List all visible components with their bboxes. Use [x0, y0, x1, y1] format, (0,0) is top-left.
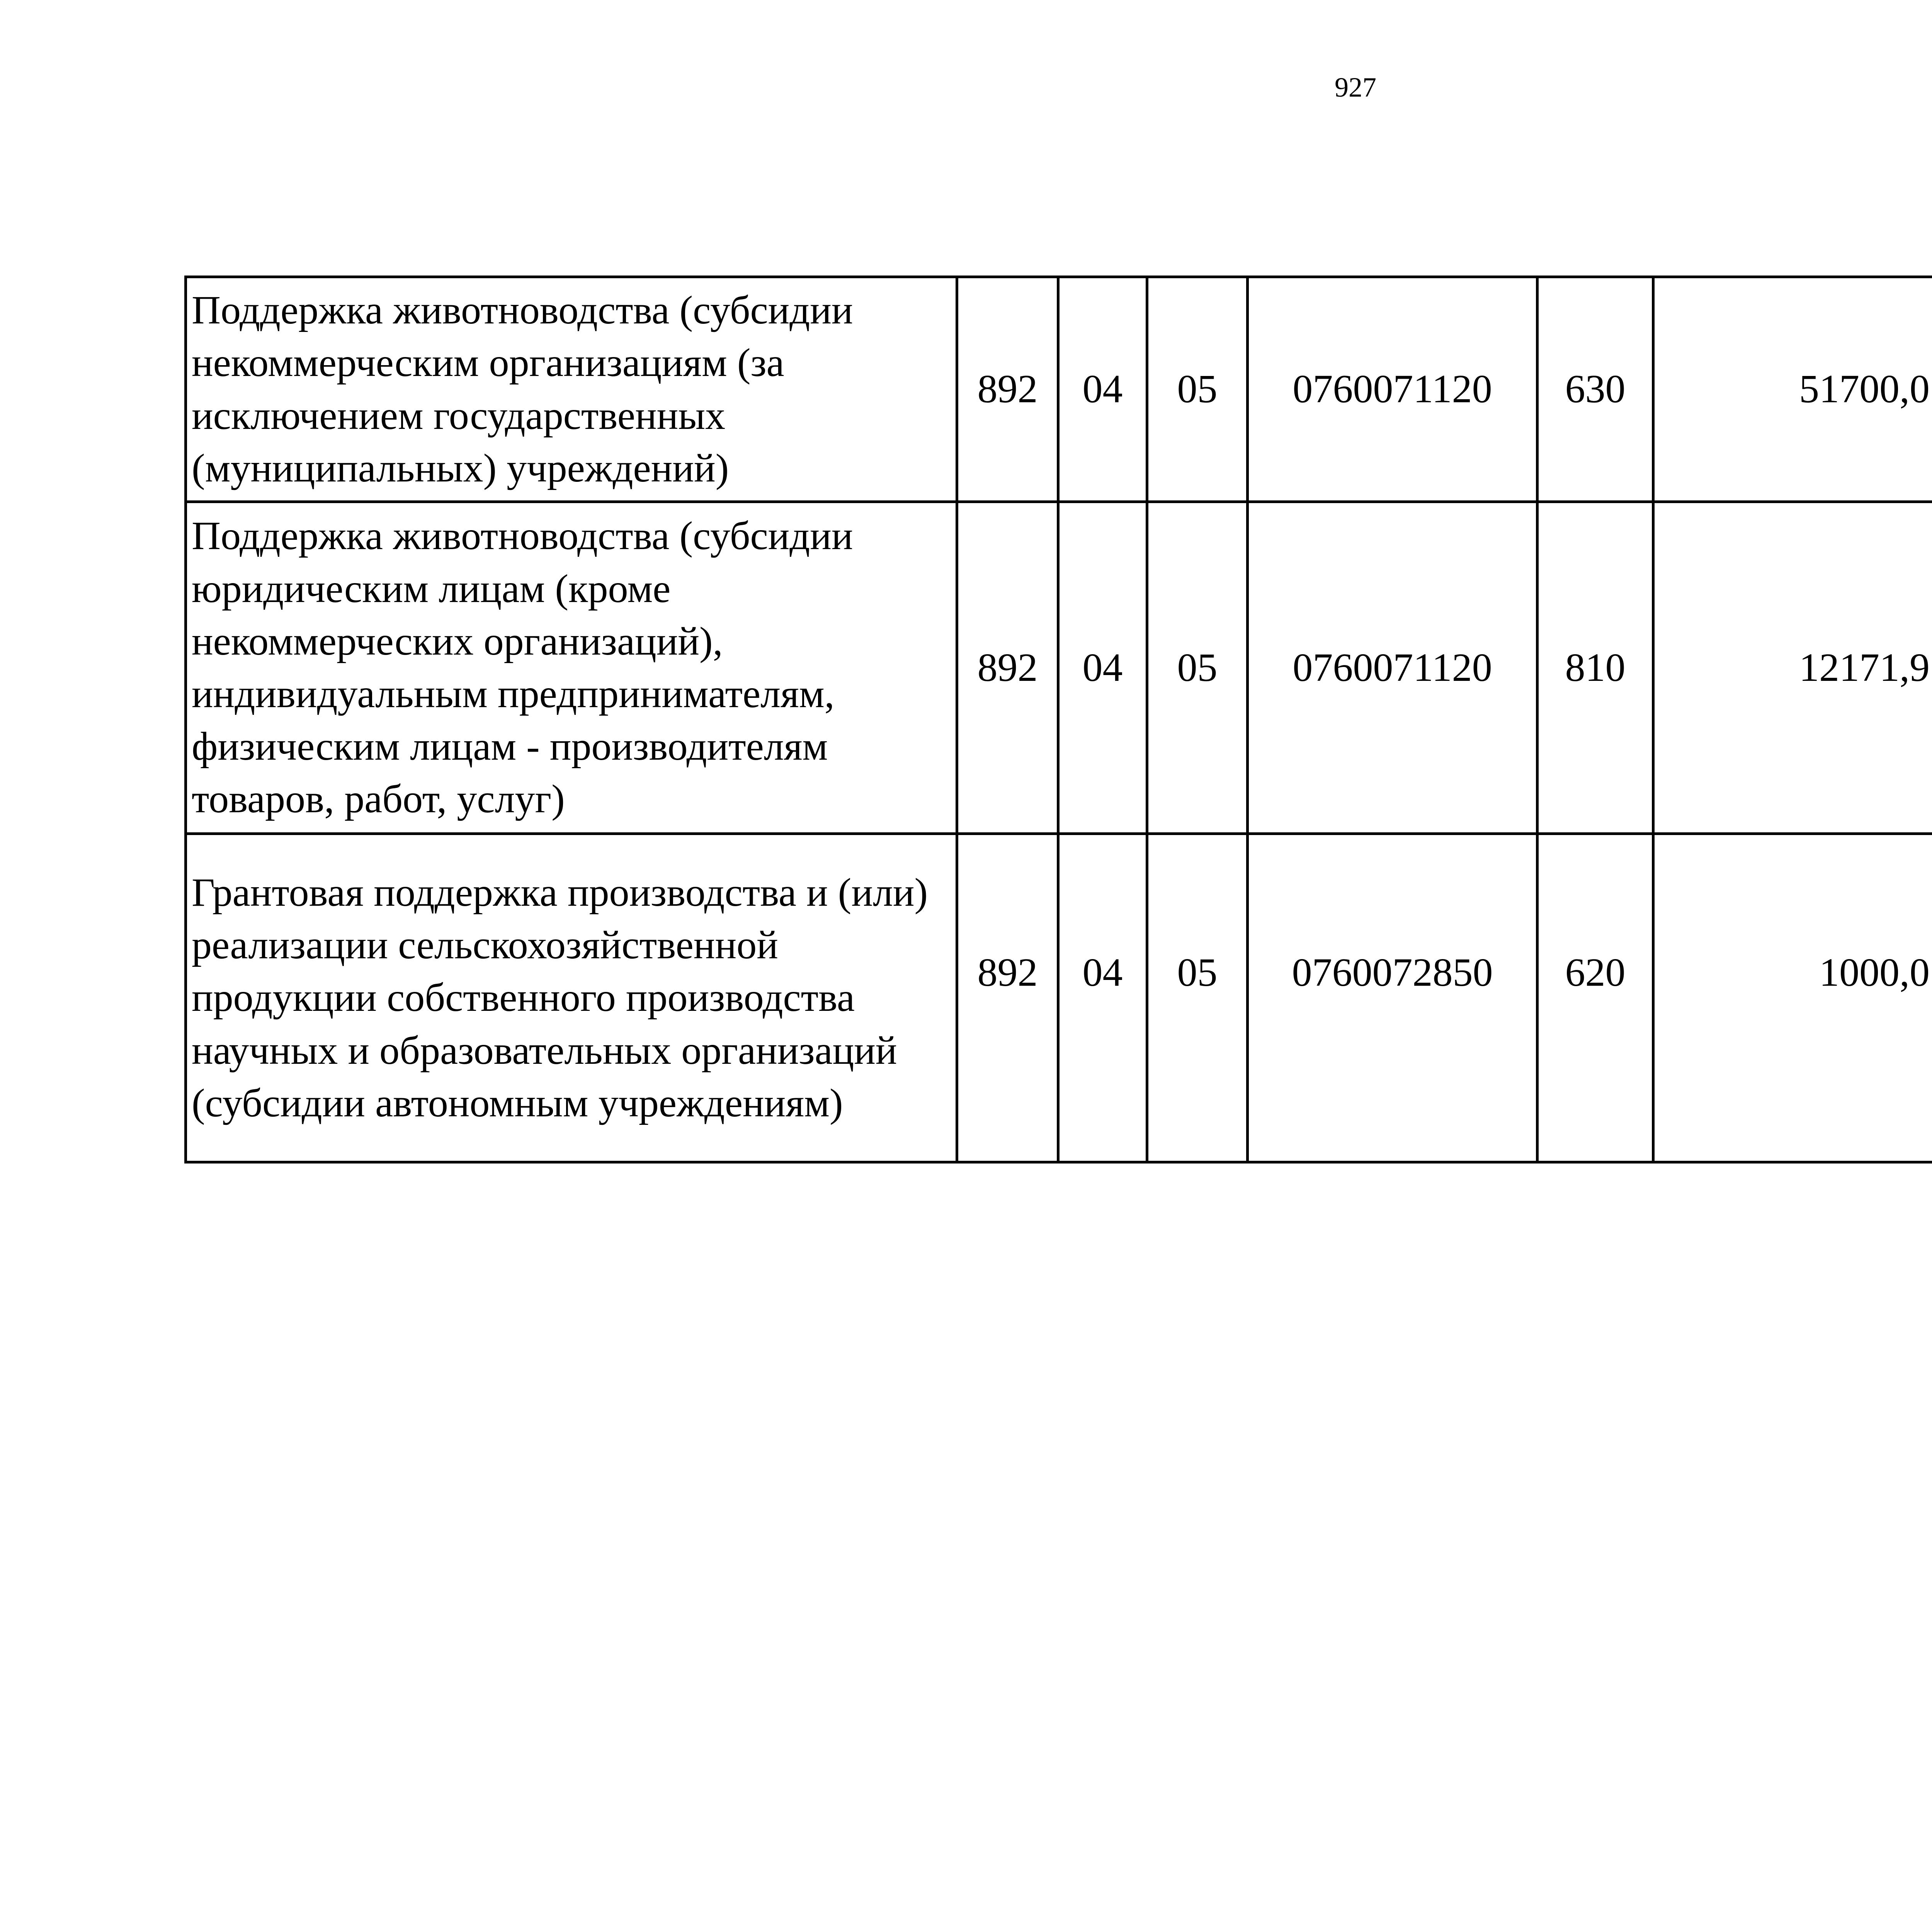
page-number: 927: [1335, 72, 1376, 103]
subsection-code: 05: [1147, 502, 1248, 834]
subsection-code: 05: [1147, 277, 1248, 502]
expense-type-code: 620: [1537, 834, 1653, 1162]
amount-year-1: 51700,0: [1653, 277, 1932, 502]
section-code: 04: [1058, 502, 1147, 834]
target-article-code: 0760071120: [1248, 277, 1537, 502]
row-description: Грантовая поддержка производства и (или) реализации сельскохозяйственной продукции собственного производства научных и образовательных организаций (субсидии автономным учреждениям): [186, 834, 957, 1162]
section-code: 04: [1058, 834, 1147, 1162]
table-row: [186, 277, 1932, 502]
ministry-code: 892: [957, 502, 1058, 834]
budget-table: [184, 276, 1932, 1163]
ministry-code: 892: [957, 834, 1058, 1162]
ministry-code: 892: [957, 277, 1058, 502]
subsection-code: 05: [1147, 834, 1248, 1162]
amount-year-1: 12171,9: [1653, 502, 1932, 834]
target-article-code: 0760072850: [1248, 834, 1537, 1162]
amount-year-1: 1000,0: [1653, 834, 1932, 1162]
expense-type-code: 810: [1537, 502, 1653, 834]
row-description: Поддержка животноводства (субсидии юридическим лицам (кроме некоммерческих организаций), индивидуальным предпринимателям, физическим лицам - производителям товаров, работ, услуг): [186, 502, 957, 834]
table-row: [186, 834, 1932, 1162]
row-description: Поддержка животноводства (субсидии некоммерческим организациям (за исключением государственных (муниципальных) учреждений): [186, 277, 957, 502]
section-code: 04: [1058, 277, 1147, 502]
expense-type-code: 630: [1537, 277, 1653, 502]
table-row: [186, 502, 1932, 834]
target-article-code: 0760071120: [1248, 502, 1537, 834]
